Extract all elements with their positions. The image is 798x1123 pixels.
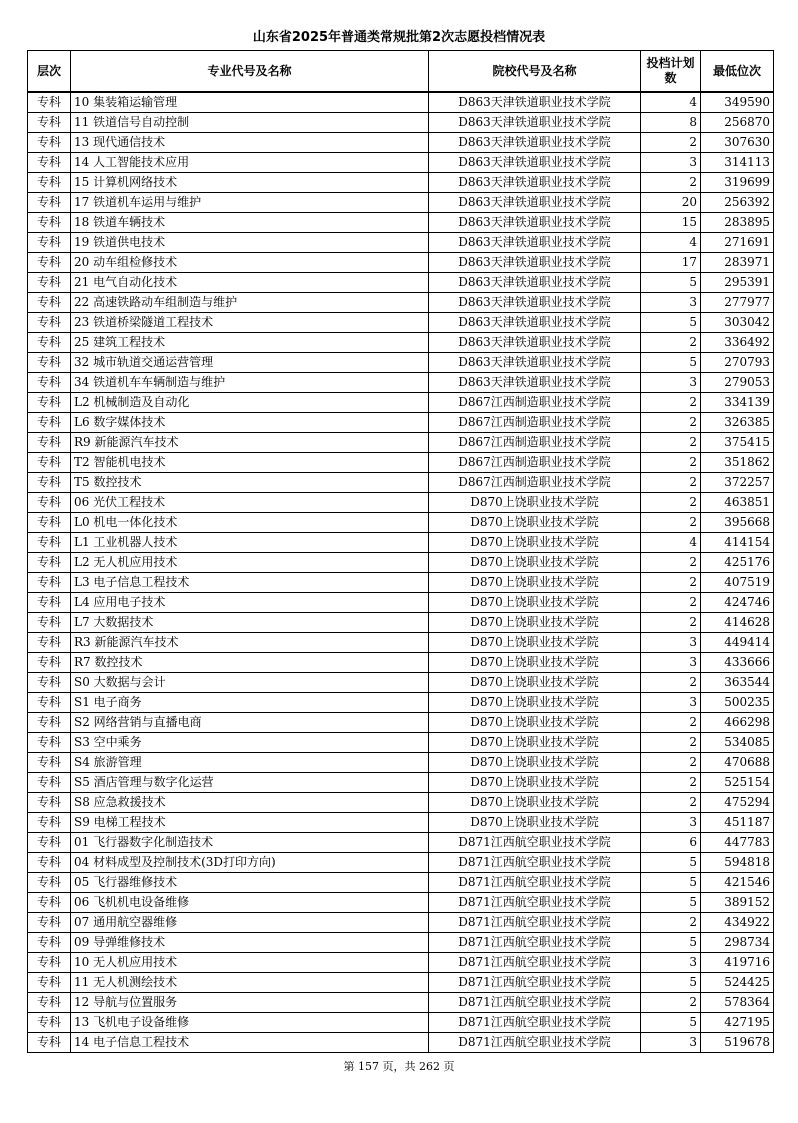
cell-school: D863天津铁道职业技术学院 <box>429 253 641 273</box>
page-title: 山东省2025年普通类常规批第2次志愿投档情况表 <box>252 30 546 45</box>
cell-school: D870上饶职业技术学院 <box>429 533 641 553</box>
table-row <box>28 193 774 213</box>
col-header-plan: 投档计划数 <box>641 51 701 93</box>
table-row <box>28 133 774 153</box>
cell-min-rank: 336492 <box>701 333 774 353</box>
table-row <box>28 613 774 633</box>
cell-level: 专科 <box>28 92 71 113</box>
table-row <box>28 92 774 113</box>
cell-major: L3 电子信息工程技术 <box>71 573 429 593</box>
cell-min-rank: 434922 <box>701 913 774 933</box>
cell-min-rank: 578364 <box>701 993 774 1013</box>
cell-level: 专科 <box>28 433 71 453</box>
cell-plan: 3 <box>641 153 701 173</box>
cell-school: D863天津铁道职业技术学院 <box>429 373 641 393</box>
cell-school: D871江西航空职业技术学院 <box>429 833 641 853</box>
cell-plan: 4 <box>641 533 701 553</box>
cell-min-rank: 375415 <box>701 433 774 453</box>
cell-major: 23 铁道桥梁隧道工程技术 <box>71 313 429 333</box>
cell-min-rank: 256392 <box>701 193 774 213</box>
cell-school: D867江西制造职业技术学院 <box>429 433 641 453</box>
cell-school: D863天津铁道职业技术学院 <box>429 213 641 233</box>
cell-major: T2 智能机电技术 <box>71 453 429 473</box>
cell-min-rank: 427195 <box>701 1013 774 1033</box>
cell-min-rank: 475294 <box>701 793 774 813</box>
cell-school: D870上饶职业技术学院 <box>429 673 641 693</box>
cell-min-rank: 424746 <box>701 593 774 613</box>
cell-plan: 5 <box>641 353 701 373</box>
cell-level: 专科 <box>28 973 71 993</box>
cell-level: 专科 <box>28 793 71 813</box>
table-row <box>28 653 774 673</box>
cell-plan: 15 <box>641 213 701 233</box>
table-row <box>28 793 774 813</box>
cell-level: 专科 <box>28 693 71 713</box>
cell-major: 19 铁道供电技术 <box>71 233 429 253</box>
cell-min-rank: 283971 <box>701 253 774 273</box>
cell-level: 专科 <box>28 573 71 593</box>
cell-plan: 3 <box>641 293 701 313</box>
cell-min-rank: 395668 <box>701 513 774 533</box>
cell-level: 专科 <box>28 893 71 913</box>
cell-major: L0 机电一体化技术 <box>71 513 429 533</box>
cell-major: 10 无人机应用技术 <box>71 953 429 973</box>
cell-plan: 5 <box>641 313 701 333</box>
cell-min-rank: 463851 <box>701 493 774 513</box>
cell-school: D870上饶职业技术学院 <box>429 653 641 673</box>
cell-school: D871江西航空职业技术学院 <box>429 873 641 893</box>
cell-level: 专科 <box>28 553 71 573</box>
cell-level: 专科 <box>28 873 71 893</box>
cell-min-rank: 271691 <box>701 233 774 253</box>
cell-level: 专科 <box>28 653 71 673</box>
cell-school: D863天津铁道职业技术学院 <box>429 293 641 313</box>
cell-school: D870上饶职业技术学院 <box>429 813 641 833</box>
table-row <box>28 713 774 733</box>
cell-level: 专科 <box>28 613 71 633</box>
table-row <box>28 673 774 693</box>
cell-plan: 2 <box>641 573 701 593</box>
cell-plan: 3 <box>641 633 701 653</box>
cell-level: 专科 <box>28 1033 71 1053</box>
table-row <box>28 273 774 293</box>
cell-plan: 5 <box>641 853 701 873</box>
cell-major: 13 飞机电子设备维修 <box>71 1013 429 1033</box>
table-row <box>28 253 774 273</box>
cell-school: D863天津铁道职业技术学院 <box>429 193 641 213</box>
table-row <box>28 593 774 613</box>
cell-major: S1 电子商务 <box>71 693 429 713</box>
cell-min-rank: 307630 <box>701 133 774 153</box>
cell-school: D870上饶职业技术学院 <box>429 553 641 573</box>
cell-major: S4 旅游管理 <box>71 753 429 773</box>
cell-school: D867江西制造职业技术学院 <box>429 473 641 493</box>
cell-plan: 2 <box>641 613 701 633</box>
cell-min-rank: 372257 <box>701 473 774 493</box>
table-row <box>28 573 774 593</box>
cell-school: D871江西航空职业技术学院 <box>429 993 641 1013</box>
cell-plan: 2 <box>641 673 701 693</box>
cell-plan: 2 <box>641 553 701 573</box>
table-row <box>28 833 774 853</box>
cell-major: 13 现代通信技术 <box>71 133 429 153</box>
cell-plan: 5 <box>641 273 701 293</box>
col-header-min-rank: 最低位次 <box>701 51 774 93</box>
table-row <box>28 493 774 513</box>
cell-level: 专科 <box>28 493 71 513</box>
cell-major: 11 无人机测绘技术 <box>71 973 429 993</box>
cell-major: S3 空中乘务 <box>71 733 429 753</box>
cell-min-rank: 433666 <box>701 653 774 673</box>
cell-plan: 2 <box>641 453 701 473</box>
cell-level: 专科 <box>28 213 71 233</box>
table-row <box>28 853 774 873</box>
cell-major: 25 建筑工程技术 <box>71 333 429 353</box>
cell-school: D867江西制造职业技术学院 <box>429 393 641 413</box>
cell-min-rank: 303042 <box>701 313 774 333</box>
cell-school: D863天津铁道职业技术学院 <box>429 353 641 373</box>
cell-plan: 3 <box>641 653 701 673</box>
cell-school: D870上饶职业技术学院 <box>429 573 641 593</box>
table-body <box>28 92 774 1053</box>
cell-plan: 20 <box>641 193 701 213</box>
cell-min-rank: 449414 <box>701 633 774 653</box>
cell-major: 01 飞行器数字化制造技术 <box>71 833 429 853</box>
cell-plan: 8 <box>641 113 701 133</box>
cell-min-rank: 283895 <box>701 213 774 233</box>
cell-min-rank: 298734 <box>701 933 774 953</box>
table-row <box>28 333 774 353</box>
cell-major: 32 城市轨道交通运营管理 <box>71 353 429 373</box>
cell-level: 专科 <box>28 933 71 953</box>
table-row <box>28 693 774 713</box>
cell-level: 专科 <box>28 713 71 733</box>
cell-min-rank: 407519 <box>701 573 774 593</box>
cell-min-rank: 414628 <box>701 613 774 633</box>
cell-major: L2 机械制造及自动化 <box>71 393 429 413</box>
table-row <box>28 513 774 533</box>
cell-school: D871江西航空职业技术学院 <box>429 973 641 993</box>
cell-level: 专科 <box>28 993 71 1013</box>
table-row <box>28 113 774 133</box>
cell-plan: 2 <box>641 393 701 413</box>
cell-level: 专科 <box>28 393 71 413</box>
cell-level: 专科 <box>28 853 71 873</box>
cell-plan: 3 <box>641 693 701 713</box>
cell-level: 专科 <box>28 533 71 553</box>
cell-min-rank: 519678 <box>701 1033 774 1053</box>
cell-school: D870上饶职业技术学院 <box>429 633 641 653</box>
cell-plan: 2 <box>641 133 701 153</box>
cell-plan: 17 <box>641 253 701 273</box>
cell-plan: 2 <box>641 333 701 353</box>
cell-level: 专科 <box>28 453 71 473</box>
cell-school: D863天津铁道职业技术学院 <box>429 173 641 193</box>
cell-min-rank: 319699 <box>701 173 774 193</box>
cell-level: 专科 <box>28 173 71 193</box>
cell-level: 专科 <box>28 593 71 613</box>
table-header <box>28 51 774 93</box>
table-row <box>28 873 774 893</box>
table-row <box>28 973 774 993</box>
cell-major: 18 铁道车辆技术 <box>71 213 429 233</box>
cell-major: R3 新能源汽车技术 <box>71 633 429 653</box>
cell-school: D863天津铁道职业技术学院 <box>429 233 641 253</box>
cell-plan: 2 <box>641 993 701 1013</box>
table-row <box>28 813 774 833</box>
cell-level: 专科 <box>28 953 71 973</box>
table-row <box>28 453 774 473</box>
cell-level: 专科 <box>28 233 71 253</box>
cell-major: 22 高速铁路动车组制造与维护 <box>71 293 429 313</box>
cell-school: D863天津铁道职业技术学院 <box>429 273 641 293</box>
cell-major: 06 光伏工程技术 <box>71 493 429 513</box>
table-row <box>28 953 774 973</box>
cell-level: 专科 <box>28 133 71 153</box>
table-row <box>28 353 774 373</box>
cell-major: 11 铁道信号自动控制 <box>71 113 429 133</box>
cell-min-rank: 270793 <box>701 353 774 373</box>
cell-major: L2 无人机应用技术 <box>71 553 429 573</box>
cell-school: D863天津铁道职业技术学院 <box>429 153 641 173</box>
cell-min-rank: 351862 <box>701 453 774 473</box>
cell-plan: 3 <box>641 373 701 393</box>
cell-major: R9 新能源汽车技术 <box>71 433 429 453</box>
cell-school: D870上饶职业技术学院 <box>429 733 641 753</box>
cell-major: 14 电子信息工程技术 <box>71 1033 429 1053</box>
cell-major: S9 电梯工程技术 <box>71 813 429 833</box>
cell-school: D867江西制造职业技术学院 <box>429 453 641 473</box>
cell-min-rank: 500235 <box>701 693 774 713</box>
cell-level: 专科 <box>28 473 71 493</box>
table-row <box>28 633 774 653</box>
cell-plan: 2 <box>641 773 701 793</box>
cell-school: D871江西航空职业技术学院 <box>429 953 641 973</box>
cell-major: 21 电气自动化技术 <box>71 273 429 293</box>
cell-min-rank: 525154 <box>701 773 774 793</box>
cell-major: 17 铁道机车运用与维护 <box>71 193 429 213</box>
cell-major: 09 导弹维修技术 <box>71 933 429 953</box>
cell-min-rank: 419716 <box>701 953 774 973</box>
cell-school: D870上饶职业技术学院 <box>429 513 641 533</box>
cell-level: 专科 <box>28 833 71 853</box>
cell-plan: 2 <box>641 733 701 753</box>
table-row <box>28 233 774 253</box>
cell-min-rank: 389152 <box>701 893 774 913</box>
cell-major: 05 飞行器维修技术 <box>71 873 429 893</box>
cell-plan: 2 <box>641 413 701 433</box>
table-row <box>28 733 774 753</box>
cell-school: D871江西航空职业技术学院 <box>429 853 641 873</box>
cell-min-rank: 363544 <box>701 673 774 693</box>
cell-level: 专科 <box>28 673 71 693</box>
table-row <box>28 473 774 493</box>
admission-table <box>27 50 774 1053</box>
table-row <box>28 413 774 433</box>
cell-major: S0 大数据与会计 <box>71 673 429 693</box>
cell-level: 专科 <box>28 193 71 213</box>
cell-plan: 2 <box>641 593 701 613</box>
cell-level: 专科 <box>28 733 71 753</box>
cell-school: D871江西航空职业技术学院 <box>429 1013 641 1033</box>
cell-major: L6 数字媒体技术 <box>71 413 429 433</box>
cell-plan: 2 <box>641 913 701 933</box>
cell-plan: 2 <box>641 513 701 533</box>
page-footer: 第 157 页，共 262 页 <box>343 1060 455 1073</box>
cell-school: D870上饶职业技术学院 <box>429 693 641 713</box>
cell-school: D870上饶职业技术学院 <box>429 773 641 793</box>
table-row <box>28 893 774 913</box>
cell-level: 专科 <box>28 753 71 773</box>
table-row <box>28 213 774 233</box>
cell-plan: 3 <box>641 813 701 833</box>
cell-school: D863天津铁道职业技术学院 <box>429 113 641 133</box>
cell-major: 14 人工智能技术应用 <box>71 153 429 173</box>
cell-school: D870上饶职业技术学院 <box>429 793 641 813</box>
cell-level: 专科 <box>28 913 71 933</box>
table-row <box>28 313 774 333</box>
table-row <box>28 1013 774 1033</box>
cell-level: 专科 <box>28 633 71 653</box>
cell-level: 专科 <box>28 1013 71 1033</box>
cell-plan: 2 <box>641 493 701 513</box>
cell-school: D871江西航空职业技术学院 <box>429 933 641 953</box>
cell-min-rank: 314113 <box>701 153 774 173</box>
cell-major: L7 大数据技术 <box>71 613 429 633</box>
cell-school: D871江西航空职业技术学院 <box>429 913 641 933</box>
cell-school: D863天津铁道职业技术学院 <box>429 333 641 353</box>
cell-level: 专科 <box>28 353 71 373</box>
cell-min-rank: 466298 <box>701 713 774 733</box>
cell-min-rank: 349590 <box>701 92 774 113</box>
cell-major: T5 数控技术 <box>71 473 429 493</box>
cell-plan: 3 <box>641 953 701 973</box>
cell-min-rank: 451187 <box>701 813 774 833</box>
col-header-level: 层次 <box>28 51 71 93</box>
table-row <box>28 393 774 413</box>
cell-min-rank: 425176 <box>701 553 774 573</box>
cell-plan: 2 <box>641 793 701 813</box>
cell-level: 专科 <box>28 293 71 313</box>
cell-plan: 5 <box>641 933 701 953</box>
cell-min-rank: 414154 <box>701 533 774 553</box>
cell-plan: 5 <box>641 873 701 893</box>
cell-min-rank: 534085 <box>701 733 774 753</box>
table-row <box>28 553 774 573</box>
cell-plan: 6 <box>641 833 701 853</box>
cell-school: D870上饶职业技术学院 <box>429 713 641 733</box>
cell-level: 专科 <box>28 373 71 393</box>
cell-school: D863天津铁道职业技术学院 <box>429 133 641 153</box>
cell-major: 20 动车组检修技术 <box>71 253 429 273</box>
cell-min-rank: 594818 <box>701 853 774 873</box>
cell-major: 15 计算机网络技术 <box>71 173 429 193</box>
cell-plan: 2 <box>641 433 701 453</box>
cell-level: 专科 <box>28 253 71 273</box>
col-header-school: 院校代号及名称 <box>429 51 641 93</box>
cell-major: L1 工业机器人技术 <box>71 533 429 553</box>
cell-level: 专科 <box>28 153 71 173</box>
cell-level: 专科 <box>28 513 71 533</box>
col-header-major: 专业代号及名称 <box>71 51 429 93</box>
cell-major: R7 数控技术 <box>71 653 429 673</box>
table-row <box>28 1033 774 1053</box>
cell-major: L4 应用电子技术 <box>71 593 429 613</box>
cell-plan: 5 <box>641 893 701 913</box>
cell-min-rank: 295391 <box>701 273 774 293</box>
table-row <box>28 153 774 173</box>
cell-min-rank: 279053 <box>701 373 774 393</box>
cell-plan: 4 <box>641 92 701 113</box>
cell-min-rank: 524425 <box>701 973 774 993</box>
cell-school: D871江西航空职业技术学院 <box>429 893 641 913</box>
table-row <box>28 993 774 1013</box>
cell-major: S2 网络营销与直播电商 <box>71 713 429 733</box>
cell-school: D870上饶职业技术学院 <box>429 753 641 773</box>
cell-min-rank: 326385 <box>701 413 774 433</box>
cell-min-rank: 277977 <box>701 293 774 313</box>
cell-school: D867江西制造职业技术学院 <box>429 413 641 433</box>
cell-major: 04 材料成型及控制技术(3D打印方向) <box>71 853 429 873</box>
cell-major: 10 集装箱运输管理 <box>71 92 429 113</box>
table-row <box>28 533 774 553</box>
table-row <box>28 293 774 313</box>
cell-level: 专科 <box>28 273 71 293</box>
cell-major: 07 通用航空器维修 <box>71 913 429 933</box>
cell-level: 专科 <box>28 313 71 333</box>
cell-min-rank: 447783 <box>701 833 774 853</box>
cell-major: 12 导航与位置服务 <box>71 993 429 1013</box>
table-row <box>28 913 774 933</box>
cell-min-rank: 256870 <box>701 113 774 133</box>
cell-plan: 5 <box>641 973 701 993</box>
cell-plan: 5 <box>641 1013 701 1033</box>
cell-level: 专科 <box>28 113 71 133</box>
cell-school: D870上饶职业技术学院 <box>429 593 641 613</box>
cell-level: 专科 <box>28 333 71 353</box>
cell-level: 专科 <box>28 813 71 833</box>
cell-plan: 4 <box>641 233 701 253</box>
cell-plan: 2 <box>641 473 701 493</box>
cell-plan: 2 <box>641 753 701 773</box>
cell-major: 34 铁道机车车辆制造与维护 <box>71 373 429 393</box>
cell-school: D870上饶职业技术学院 <box>429 493 641 513</box>
cell-major: S5 酒店管理与数字化运营 <box>71 773 429 793</box>
cell-school: D871江西航空职业技术学院 <box>429 1033 641 1053</box>
table-row <box>28 753 774 773</box>
cell-level: 专科 <box>28 413 71 433</box>
cell-major: S8 应急救援技术 <box>71 793 429 813</box>
cell-school: D870上饶职业技术学院 <box>429 613 641 633</box>
table-row <box>28 433 774 453</box>
cell-school: D863天津铁道职业技术学院 <box>429 313 641 333</box>
table-row <box>28 373 774 393</box>
table-row <box>28 933 774 953</box>
cell-min-rank: 470688 <box>701 753 774 773</box>
cell-major: 06 飞机机电设备维修 <box>71 893 429 913</box>
cell-min-rank: 421546 <box>701 873 774 893</box>
cell-min-rank: 334139 <box>701 393 774 413</box>
cell-plan: 2 <box>641 173 701 193</box>
header-row <box>28 51 774 93</box>
cell-plan: 3 <box>641 1033 701 1053</box>
cell-school: D863天津铁道职业技术学院 <box>429 92 641 113</box>
table-row <box>28 173 774 193</box>
cell-level: 专科 <box>28 773 71 793</box>
table-row <box>28 773 774 793</box>
cell-plan: 2 <box>641 713 701 733</box>
